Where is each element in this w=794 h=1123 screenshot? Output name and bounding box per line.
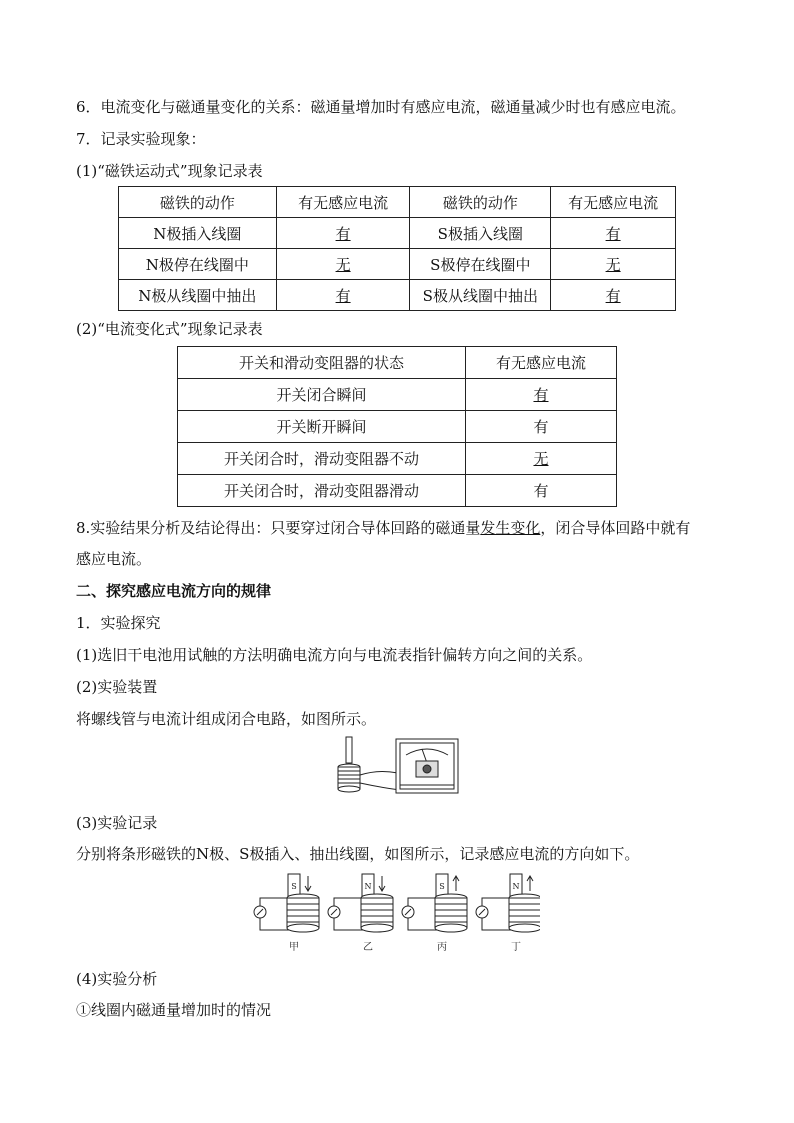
table-cell: N极插入线圈 (119, 218, 277, 249)
setup-label: 丙 (437, 942, 447, 953)
item-6: 6．电流变化与磁通量变化的关系：磁通量增加时有感应电流，磁通量减少时也有感应电流。 (76, 98, 686, 116)
table-cell: 有 (466, 475, 617, 507)
table-cell: 开关闭合瞬间 (178, 379, 466, 411)
magnet-pole-label: S (291, 882, 297, 891)
table-row (119, 280, 676, 311)
galvanometer (396, 739, 458, 793)
table-cell: 有 (466, 411, 617, 443)
current-change-table (177, 346, 617, 507)
table-row (178, 379, 617, 411)
table-cell: N极停在线圈中 (119, 249, 277, 280)
table-cell: 开关闭合时，滑动变阻器滑动 (178, 475, 466, 507)
table-cell: 开关闭合时，滑动变阻器不动 (178, 443, 466, 475)
setup-yi (328, 874, 393, 953)
apparatus-figure (330, 733, 466, 797)
table-header: 有无感应电流 (551, 187, 676, 218)
table-row (119, 218, 676, 249)
table-header: 磁铁的动作 (119, 187, 277, 218)
table-cell: S极停在线圈中 (410, 249, 551, 280)
setup-jia (254, 874, 319, 953)
item-8-text-end: ，闭合导体回路中就有 (540, 519, 691, 537)
step-1-3-text: 分别将条形磁铁的N极、S极插入、抽出线圈，如图所示，记录感应电流的方向如下。 (76, 845, 640, 863)
magnet-pole-label: S (439, 882, 445, 891)
table-header-row (119, 187, 676, 218)
table-header: 开关和滑动变阻器的状态 (178, 347, 466, 379)
table-header: 磁铁的动作 (410, 187, 551, 218)
table-row (119, 249, 676, 280)
table-row (178, 411, 617, 443)
setup-label: 丁 (511, 942, 521, 953)
item-8-underlined: 发生变化 (480, 519, 541, 537)
table-cell: 有 (466, 379, 617, 411)
table-header-row (178, 347, 617, 379)
table-cell: 有 (276, 280, 410, 311)
table-header: 有无感应电流 (466, 347, 617, 379)
section-title-2: 二、探究感应电流方向的规律 (76, 582, 272, 600)
step-1-2-text: 将螺线管与电流计组成闭合电路，如图所示。 (76, 710, 377, 728)
magnet-pole-label: N (364, 882, 372, 891)
step-1-4-1: ①线圈内磁通量增加时的情况 (76, 1001, 272, 1019)
item-7: 7．记录实验现象： (76, 130, 206, 148)
table-header: 有无感应电流 (276, 187, 410, 218)
setup-label: 乙 (363, 942, 373, 953)
table-cell: S极插入线圈 (410, 218, 551, 249)
table-cell: 有 (551, 280, 676, 311)
table-cell: 开关断开瞬间 (178, 411, 466, 443)
table-cell: 无 (466, 443, 617, 475)
table-cell: 无 (551, 249, 676, 280)
item-8 (76, 517, 690, 538)
item-8-cont: 感应电流。 (76, 550, 152, 568)
table-cell: 无 (276, 249, 410, 280)
item-8-text: 8.实验结果分析及结论得出：只要穿过闭合导体回路的磁通量 (76, 519, 481, 537)
table-cell: 有 (276, 218, 410, 249)
step-1-4: (4)实验分析 (76, 970, 158, 988)
sub-heading-2: (2)“电流变化式”现象记录表 (76, 320, 263, 338)
step-1-3: (3)实验记录 (76, 814, 158, 832)
magnet-pole-label: N (512, 882, 520, 891)
step-1: 1．实验探究 (76, 614, 161, 632)
setup-label: 甲 (289, 942, 299, 953)
magnet-motion-table (118, 186, 676, 311)
experiment-setups-figure (250, 868, 540, 958)
table-cell: 有 (551, 218, 676, 249)
table-cell: N极从线圈中抽出 (119, 280, 277, 311)
table-row (178, 475, 617, 507)
setup-bing (402, 874, 467, 953)
step-1-2: (2)实验装置 (76, 678, 158, 696)
table-row (178, 443, 617, 475)
setup-ding (476, 874, 540, 953)
step-1-1: (1)选旧干电池用试触的方法明确电流方向与电流表指针偏转方向之间的关系。 (76, 646, 593, 664)
sub-heading-1: (1)“磁铁运动式”现象记录表 (76, 162, 263, 180)
table-cell: S极从线圈中抽出 (410, 280, 551, 311)
solenoid (338, 737, 360, 792)
